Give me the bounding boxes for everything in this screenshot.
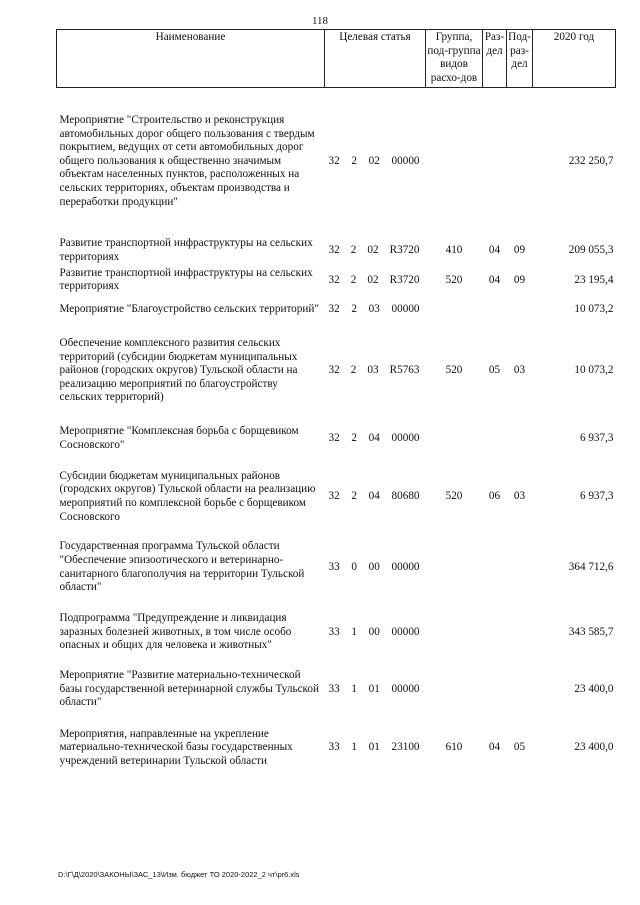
target-program: 32 — [328, 273, 340, 286]
table-row — [57, 534, 616, 601]
target-direction: 00000 — [391, 560, 420, 573]
target-direction: R3720 — [389, 244, 420, 257]
target-direction: 00000 — [391, 431, 420, 444]
row-section: 04 — [488, 244, 501, 257]
table-row — [57, 417, 616, 460]
target-event: 01 — [368, 682, 380, 695]
target-subprogram: 2 — [350, 244, 357, 257]
target-direction: 00000 — [391, 682, 420, 695]
header-section: Раз-дел — [483, 30, 507, 88]
file-path-footer: D:\Г\Д\2020\ЗАКОНЫ\ЗАС_13\Изм. бюджет ТО 2020-2022_2 чт\pr6.xls — [58, 870, 300, 879]
row-name: Обеспечение комплексного развития сельских территорий (субсидии бюджетам муниципальных районов (городских округов) Тульской области на реализацию мероприятий по благоустройству сельских территорий) — [59, 337, 298, 404]
row-name: Развитие транспортной инфраструктуры на сельских территориях — [59, 266, 313, 293]
target-event: 04 — [368, 431, 380, 444]
page-number: 118 — [311, 15, 329, 27]
target-event: 01 — [368, 741, 380, 754]
target-direction: 80680 — [391, 490, 420, 503]
row-target — [325, 601, 426, 664]
header-subsection: Под-раз-дел — [507, 30, 533, 88]
row-group — [426, 534, 483, 601]
row-name: Мероприятие "Развитие материально-технической базы государственной ветеринарной службы Тульской области" — [59, 669, 320, 709]
row-subsection — [507, 601, 533, 664]
target-subprogram: 0 — [351, 560, 357, 573]
row-name: Мероприятие "Благоустройство сельских территорий" — [59, 302, 319, 315]
row-name: Мероприятие "Строительство и реконструкция автомобильных дорог общего пользования с твердым покрытием, ведущих от сети автомобильных дорог общего пользования к общественно значимым объектам населенных пунктов, расположенных на сельских территориях, объектам производства и переработки продукции" — [59, 114, 315, 208]
row-group: 610 — [445, 741, 463, 754]
row-target — [325, 417, 426, 460]
row-target — [325, 235, 426, 267]
header-row — [57, 30, 616, 88]
header-group: Группа, под-группа видов расхо-дов — [426, 30, 483, 88]
table-row — [57, 601, 616, 664]
target-program: 32 — [328, 364, 340, 377]
row-name: Государственная программа Тульской области "Обеспечение эпизоотического и ветеринарно-санитарного благополучия на территории Тульской области" — [59, 540, 305, 594]
row-section — [483, 417, 507, 460]
row-amount: 10 073,2 — [574, 364, 614, 377]
row-subsection: 09 — [513, 244, 526, 257]
row-section — [483, 294, 507, 325]
row-subsection — [507, 88, 533, 235]
row-group: 410 — [445, 244, 463, 257]
row-name: Развитие транспортной инфраструктуры на сельских территориях — [59, 237, 313, 263]
table-row — [57, 715, 616, 781]
row-amount: 6 937,3 — [579, 431, 614, 444]
target-subprogram: 1 — [351, 625, 357, 638]
target-program: 32 — [328, 244, 340, 257]
target-event: 03 — [368, 302, 380, 315]
row-amount: 23 400,0 — [574, 741, 614, 754]
row-amount: 364 712,6 — [568, 560, 614, 573]
target-event: 00 — [368, 560, 380, 573]
row-subsection: 05 — [513, 741, 526, 754]
target-program: 32 — [328, 431, 340, 444]
row-section: 05 — [488, 364, 501, 377]
target-subprogram: 1 — [351, 682, 357, 695]
row-amount: 6 937,3 — [579, 490, 614, 503]
row-subsection: 03 — [513, 490, 526, 503]
row-name: Мероприятия, направленные на укрепление материально-технической базы государственных учреждений ветеринарии Тульской области — [59, 727, 293, 767]
target-event: 02 — [367, 244, 379, 257]
target-subprogram: 2 — [351, 302, 357, 315]
row-amount: 23 195,4 — [574, 273, 614, 286]
target-program: 32 — [328, 302, 340, 315]
row-section — [483, 601, 507, 664]
row-target — [325, 267, 426, 294]
target-direction: R3720 — [389, 273, 420, 286]
target-program: 33 — [328, 560, 340, 573]
target-event: 04 — [368, 490, 380, 503]
row-section — [483, 88, 507, 235]
row-name: Подпрограмма "Предупреждение и ликвидация заразных болезней животных, в том числе особо опасных и общих для человека и животных" — [59, 612, 292, 652]
row-section: 04 — [488, 741, 501, 754]
target-subprogram: 2 — [350, 273, 357, 286]
row-target — [325, 715, 426, 781]
budget-table — [56, 29, 616, 781]
row-subsection — [507, 294, 533, 325]
table-row — [57, 294, 616, 325]
target-direction: 00000 — [391, 154, 420, 167]
row-name: Субсидии бюджетам муниципальных районов (городских округов) Тульской области на реализацию мероприятий по комплексной борьбе с борщевиком Сосновского — [59, 469, 316, 523]
header-name: Наименование — [57, 30, 325, 88]
row-section: 04 — [488, 273, 501, 286]
row-group: 520 — [445, 273, 463, 286]
target-event: 00 — [368, 625, 380, 638]
row-subsection — [507, 417, 533, 460]
row-amount: 232 250,7 — [568, 154, 614, 167]
header-target: Целевая статья — [325, 30, 426, 88]
row-target — [325, 294, 426, 325]
row-amount: 23 400,0 — [574, 682, 614, 695]
header-year: 2020 год — [533, 30, 616, 88]
target-direction: 00000 — [391, 302, 420, 315]
row-section — [483, 664, 507, 715]
table-row — [57, 88, 616, 235]
target-event: 03 — [367, 364, 379, 377]
table-row — [57, 235, 616, 267]
row-subsection: 03 — [513, 364, 526, 377]
row-group: 520 — [445, 490, 463, 503]
row-target — [325, 88, 426, 235]
row-amount: 343 585,7 — [568, 625, 614, 638]
table-row — [57, 325, 616, 417]
target-program: 33 — [328, 741, 340, 754]
row-section: 06 — [488, 490, 501, 503]
row-group — [426, 294, 483, 325]
target-program: 33 — [328, 682, 340, 695]
target-subprogram: 2 — [350, 364, 357, 377]
row-subsection — [507, 664, 533, 715]
row-amount: 10 073,2 — [574, 302, 614, 315]
row-group — [426, 664, 483, 715]
row-target — [325, 664, 426, 715]
target-subprogram: 2 — [351, 490, 357, 503]
target-event: 02 — [367, 273, 379, 286]
target-direction: 23100 — [391, 741, 420, 754]
row-group: 520 — [445, 364, 463, 377]
target-subprogram: 2 — [351, 431, 357, 444]
row-section — [483, 534, 507, 601]
target-direction: 00000 — [391, 625, 420, 638]
target-direction: R5763 — [389, 364, 420, 377]
target-subprogram: 2 — [351, 154, 357, 167]
table-row — [57, 664, 616, 715]
row-subsection: 09 — [513, 273, 526, 286]
target-program: 33 — [328, 625, 340, 638]
target-subprogram: 1 — [351, 741, 357, 754]
row-target — [325, 534, 426, 601]
row-group — [426, 601, 483, 664]
row-subsection — [507, 534, 533, 601]
row-group — [426, 88, 483, 235]
row-group — [426, 417, 483, 460]
row-name: Мероприятие "Комплексная борьба с борщевиком Сосновского" — [59, 424, 299, 451]
table-row — [57, 460, 616, 534]
row-target — [325, 325, 426, 417]
row-target — [325, 460, 426, 534]
target-event: 02 — [368, 154, 380, 167]
table-row — [57, 267, 616, 294]
target-program: 32 — [328, 490, 340, 503]
row-amount: 209 055,3 — [568, 244, 614, 257]
target-program: 32 — [328, 154, 340, 167]
